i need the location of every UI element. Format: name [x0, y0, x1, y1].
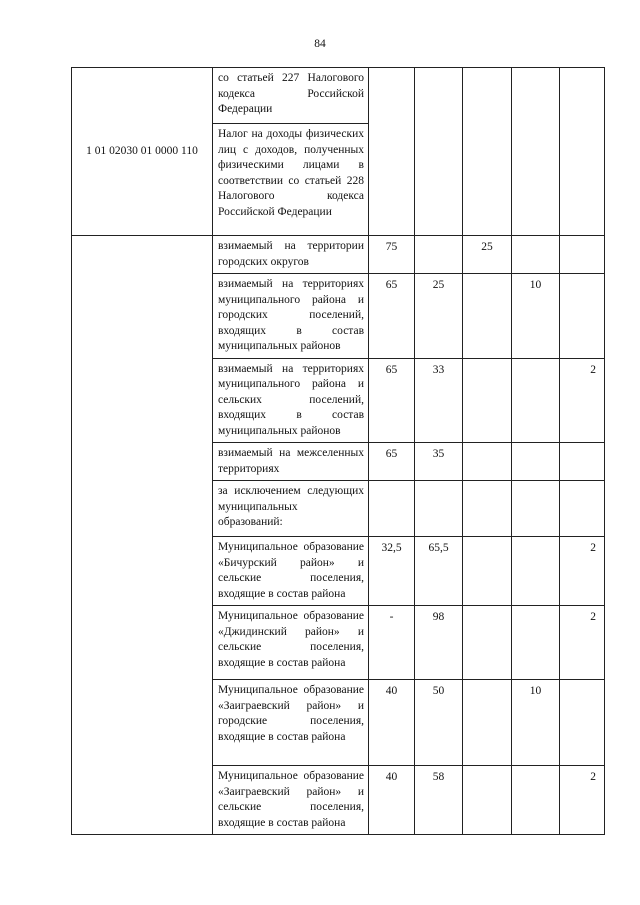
- share-cell-c3: [463, 537, 512, 606]
- row-description: взимаемый на территориях муниципального района и городских поселений, входящих в состав муниципальных районов: [213, 274, 369, 359]
- row-description: Муниципальное образование «Джидинский район» и сельские поселения, входящие в состав района: [213, 606, 369, 680]
- share-cell-c4: [512, 481, 560, 537]
- share-cell-c5: 2: [560, 606, 605, 680]
- share-cell-c4: [512, 68, 560, 236]
- share-cell-c4: [512, 443, 560, 481]
- budget-classification-code: 1 01 02030 01 0000 110: [72, 68, 213, 236]
- share-cell-c2: 35: [415, 443, 463, 481]
- table-row: [72, 68, 605, 124]
- code-cell-blank: [72, 236, 213, 835]
- share-cell-c2: 65,5: [415, 537, 463, 606]
- share-cell-c3: [463, 358, 512, 443]
- row-description: Муниципальное образование «Бичурский район» и сельские поселения, входящие в состав района: [213, 537, 369, 606]
- share-cell-c5: [560, 680, 605, 766]
- share-cell-c1: 65: [369, 358, 415, 443]
- share-cell-c5: [560, 274, 605, 359]
- share-cell-c2: 98: [415, 606, 463, 680]
- share-cell-c3: 25: [463, 236, 512, 274]
- row-description: взимаемый на межселенных территориях: [213, 443, 369, 481]
- share-cell-c5: [560, 481, 605, 537]
- share-cell-c4: [512, 236, 560, 274]
- share-cell-c3: [463, 481, 512, 537]
- share-cell-c5: [560, 68, 605, 236]
- share-cell-c5: 2: [560, 358, 605, 443]
- share-cell-c1: 65: [369, 443, 415, 481]
- share-cell-c4: 10: [512, 274, 560, 359]
- row-description: Налог на доходы физических лиц с доходов, полученных физическими лицами в соответствии со статьей 228 Налогового кодекса Российской Федерации: [213, 124, 369, 236]
- share-cell-c1: -: [369, 606, 415, 680]
- share-cell-c3: [463, 680, 512, 766]
- share-cell-c4: 10: [512, 680, 560, 766]
- share-cell-c4: [512, 606, 560, 680]
- share-cell-c1: [369, 481, 415, 537]
- share-cell-c3: [463, 606, 512, 680]
- share-cell-c2: 58: [415, 766, 463, 835]
- share-cell-c2: [415, 68, 463, 236]
- share-cell-c5: 2: [560, 537, 605, 606]
- share-cell-c5: [560, 443, 605, 481]
- share-cell-c1: 40: [369, 766, 415, 835]
- share-cell-c4: [512, 537, 560, 606]
- share-cell-c5: [560, 236, 605, 274]
- row-description: взимаемый на территории городских округов: [213, 236, 369, 274]
- table-row: [72, 236, 605, 274]
- share-cell-c1: [369, 68, 415, 236]
- page-number: 84: [314, 38, 326, 50]
- share-cell-c4: [512, 766, 560, 835]
- share-cell-c1: 40: [369, 680, 415, 766]
- share-cell-c3: [463, 68, 512, 236]
- share-cell-c1: 65: [369, 274, 415, 359]
- share-cell-c2: 25: [415, 274, 463, 359]
- share-cell-c3: [463, 443, 512, 481]
- row-description: взимаемый на территориях муниципального района и сельских поселений, входящих в состав муниципальных районов: [213, 358, 369, 443]
- share-cell-c4: [512, 358, 560, 443]
- share-cell-c3: [463, 274, 512, 359]
- share-cell-c5: 2: [560, 766, 605, 835]
- share-cell-c2: 50: [415, 680, 463, 766]
- row-description: за исключением следующих муниципальных образований:: [213, 481, 369, 537]
- share-cell-c2: [415, 481, 463, 537]
- tax-distribution-table: [71, 67, 605, 835]
- share-cell-c1: 75: [369, 236, 415, 274]
- share-cell-c2: 33: [415, 358, 463, 443]
- share-cell-c1: 32,5: [369, 537, 415, 606]
- share-cell-c2: [415, 236, 463, 274]
- row-description: Муниципальное образование «Заиграевский район» и городские поселения, входящие в состав района: [213, 680, 369, 766]
- row-description: Муниципальное образование «Заиграевский район» и сельские поселения, входящие в состав района: [213, 766, 369, 835]
- share-cell-c3: [463, 766, 512, 835]
- row-description: со статьей 227 Налогового кодекса Российской Федерации: [213, 68, 369, 124]
